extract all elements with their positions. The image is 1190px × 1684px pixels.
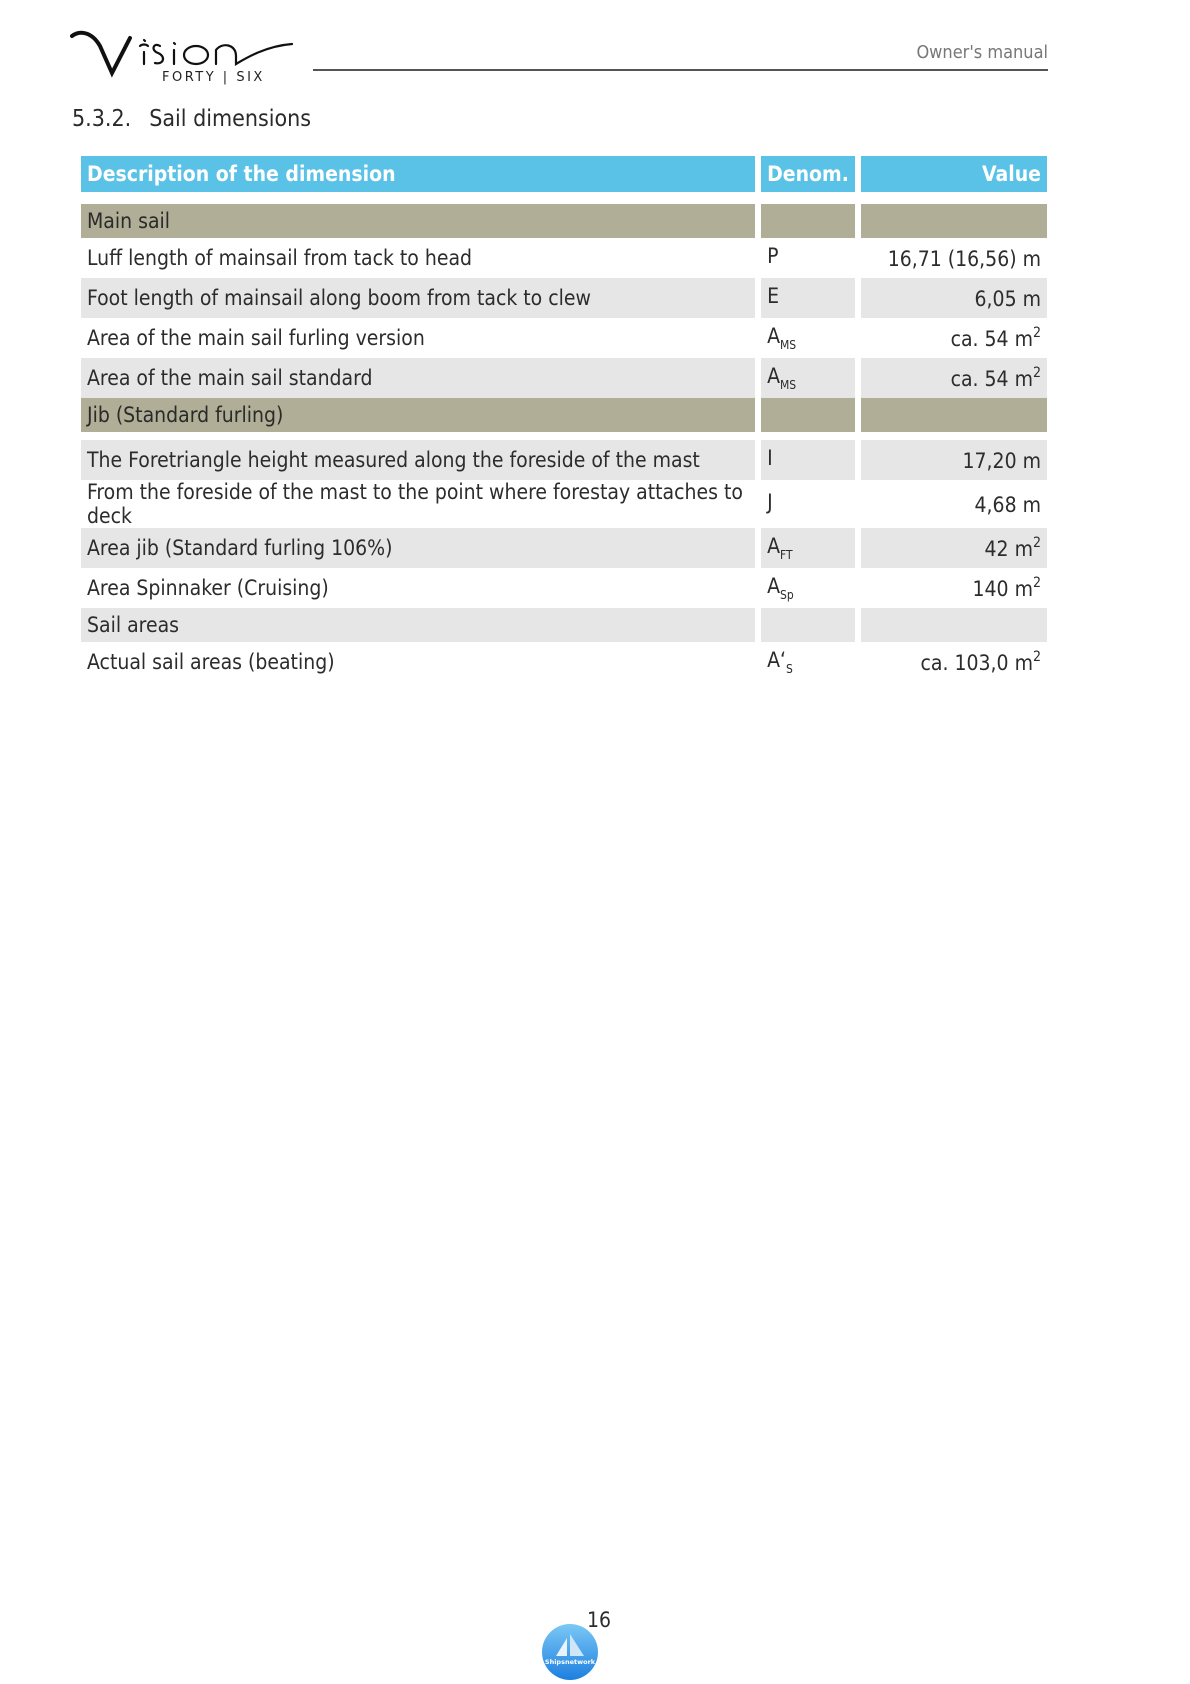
shipsnetwork-watermark bbox=[540, 1622, 600, 1682]
document-title: Owner's manual bbox=[916, 42, 1048, 63]
row-symbol: $A_{MS}$ bbox=[761, 358, 855, 398]
row-value: ca. 103,0 $m^2$ bbox=[920, 649, 1041, 675]
row-value: ca. 54 $m^2$ bbox=[950, 325, 1041, 351]
row-value: 140 $m^2$ bbox=[972, 575, 1041, 601]
page-number: 16 bbox=[587, 1608, 612, 1632]
row-value: 17,20 m bbox=[861, 440, 1047, 480]
row-value: ca. 54 $m^2$ bbox=[861, 358, 1047, 398]
row-symbol: J bbox=[767, 490, 773, 514]
table-row bbox=[81, 440, 1047, 480]
row-symbol: $A_{MS}$ bbox=[767, 324, 797, 352]
table-row bbox=[81, 528, 1047, 568]
row-symbol: E bbox=[761, 278, 855, 318]
section-title: Sail dimensions bbox=[149, 106, 312, 132]
row-description: Area of the main sail standard bbox=[81, 358, 755, 398]
row-value: 16,71 (16,56) m bbox=[887, 247, 1041, 271]
row-description: Foot length of mainsail along boom from tack to clew bbox=[81, 278, 755, 318]
table-row bbox=[81, 238, 1047, 278]
table-row bbox=[81, 358, 1047, 398]
logo-subtitle: FORTY | SIX bbox=[162, 70, 265, 85]
row-description: The Foretriangle height measured along the foreside of the mast bbox=[81, 440, 755, 480]
header-value: Value bbox=[861, 156, 1047, 204]
row-description: Area of the main sail furling version bbox=[87, 326, 425, 350]
row-symbol: $A_{FT}$ bbox=[761, 528, 855, 568]
svg-text:Shipsnetwork: Shipsnetwork bbox=[544, 1658, 596, 1666]
group-label: Jib (Standard furling) bbox=[81, 398, 755, 432]
header-divider bbox=[313, 69, 1048, 71]
row-symbol: $A_{Sp}$ bbox=[767, 574, 794, 602]
header-description: Description of the dimension bbox=[81, 156, 755, 204]
row-value: 6,05 m bbox=[861, 278, 1047, 318]
row-symbol: $A‘_S$ bbox=[767, 648, 793, 676]
sail-dimensions-table bbox=[75, 156, 1053, 682]
table-row bbox=[81, 568, 1047, 608]
row-value: 42 $m^2$ bbox=[861, 528, 1047, 568]
row-description: Area Spinnaker (Cruising) bbox=[87, 576, 329, 600]
table-row bbox=[81, 278, 1047, 318]
table-row bbox=[81, 480, 1047, 528]
row-description: Luff length of mainsail from tack to head bbox=[87, 246, 473, 270]
group-label: Main sail bbox=[81, 204, 755, 238]
row-description: Actual sail areas (beating) bbox=[87, 650, 335, 674]
group-row-main-sail bbox=[81, 204, 1047, 238]
table-row bbox=[81, 642, 1047, 682]
table-row bbox=[81, 318, 1047, 358]
table-header-row bbox=[81, 156, 1047, 204]
row-value: 4,68 m bbox=[974, 493, 1041, 517]
section-heading bbox=[72, 106, 311, 132]
row-symbol: I bbox=[761, 440, 855, 480]
group-label: Sail areas bbox=[81, 608, 755, 642]
row-description: From the foreside of the mast to the point where forestay attaches to deck bbox=[87, 480, 743, 528]
row-symbol: P bbox=[767, 244, 779, 268]
header-denom: Denom. bbox=[761, 156, 855, 204]
row-description: Area jib (Standard furling 106%) bbox=[81, 528, 755, 568]
group-row-sail-areas bbox=[81, 608, 1047, 642]
group-row-jib bbox=[81, 398, 1047, 432]
section-number: 5.3.2. bbox=[72, 106, 132, 132]
